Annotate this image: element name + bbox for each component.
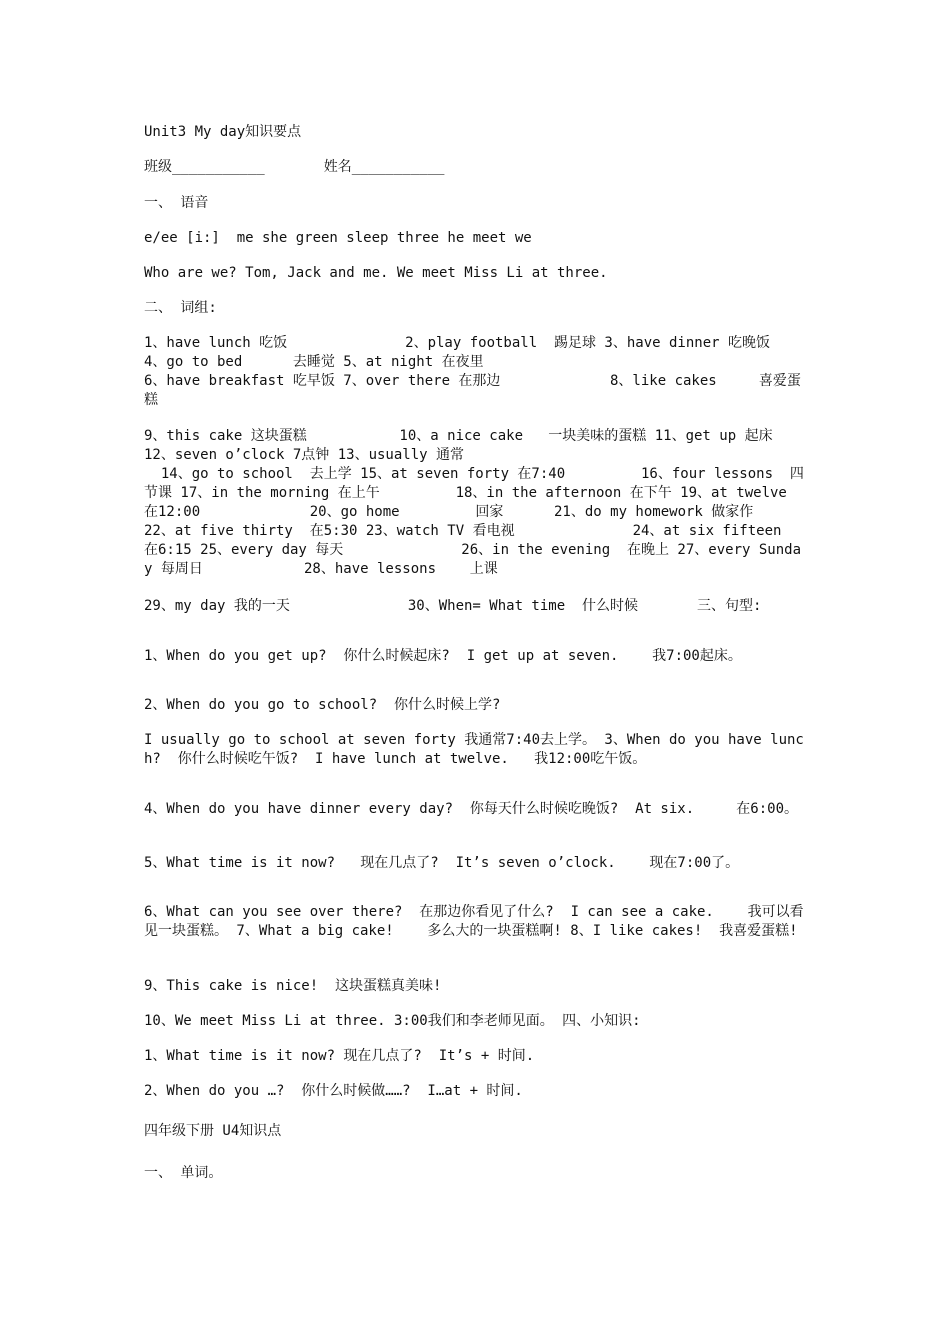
sentence-10: 10、We meet Miss Li at three. 3:00我们和李老师见面。 四、小知识: <box>144 1013 641 1029</box>
section-phrases-heading: 二、 词组: <box>144 300 217 316</box>
sentence-2: 2、When do you go to school? 你什么时候上学? <box>144 697 501 713</box>
document-title: Unit3 My day知识要点 <box>144 124 302 140</box>
sentence-6: 6、What can you see over there? 在那边你看见了什么? I can see a cake. 我可以看见一块蛋糕。 7、What a big cake! 多么大的一块蛋糕啊! 8、I like cakes! 我喜爱蛋糕! <box>144 904 804 939</box>
phonics-line-1: e/ee [i:] me she green sleep three he meet we <box>144 230 532 246</box>
knowledge-2: 2、When do you …? 你什么时候做……? I…at + 时间. <box>144 1083 523 1099</box>
sentence-5: 5、What time is it now? 现在几点了? It’s seven o’clock. 现在7:00了。 <box>144 855 740 871</box>
section-phonics-heading: 一、 语音 <box>144 195 209 211</box>
phrases-block-2: 9、this cake 这块蛋糕 10、a nice cake 一块美味的蛋糕 11、get up 起床 12、seven o’clock 7点钟 13、usually 通常 14、go to school 去上学 15、at seven forty 在7:40 16、four lessons 四节课 17、in the morning 在上午 18、in the afternoon 在下午 19、at twelve 在12:00 20、go home 回家 21、do my homework 做家作 22、at five thirty 在5:30 23、watch TV 看电视 24、at six fifteen 在6:15 25、every day 每天 26、in the evening 在晚上 27、every Sunday 每周日 28、have lessons 上课 <box>144 428 804 577</box>
next-unit-section: 一、 单词。 <box>144 1165 223 1181</box>
sentence-4: 4、When do you have dinner every day? 你每天什么时候吃晚饭? At six. 在6:00。 <box>144 801 799 817</box>
knowledge-1: 1、What time is it now? 现在几点了? It’s + 时间. <box>144 1048 535 1064</box>
phrases-block-3: 29、my day 我的一天 30、When= What time 什么时候 三、句型: <box>144 598 762 614</box>
sentence-1: 1、When do you get up? 你什么时候起床? I get up at seven. 我7:00起床。 <box>144 648 742 664</box>
class-name-line: 班级___________ 姓名___________ <box>144 159 445 175</box>
phrases-block-1: 1、have lunch 吃饭 2、play football 踢足球 3、have dinner 吃晚饭 4、go to bed 去睡觉 5、at night 在夜里 6、have breakfast 吃早饭 7、over there 在那边 8、like cakes 喜爱蛋糕 <box>144 335 801 408</box>
sentence-9: 9、This cake is nice! 这块蛋糕真美味! <box>144 978 442 994</box>
sentence-3: I usually go to school at seven forty 我通常7:40去上学。 3、When do you have lunch? 你什么时候吃午饭? I have lunch at twelve. 我12:00吃午饭。 <box>144 732 804 767</box>
next-unit-title: 四年级下册 U4知识点 <box>144 1123 282 1139</box>
phonics-line-2: Who are we? Tom, Jack and me. We meet Miss Li at three. <box>144 265 608 281</box>
